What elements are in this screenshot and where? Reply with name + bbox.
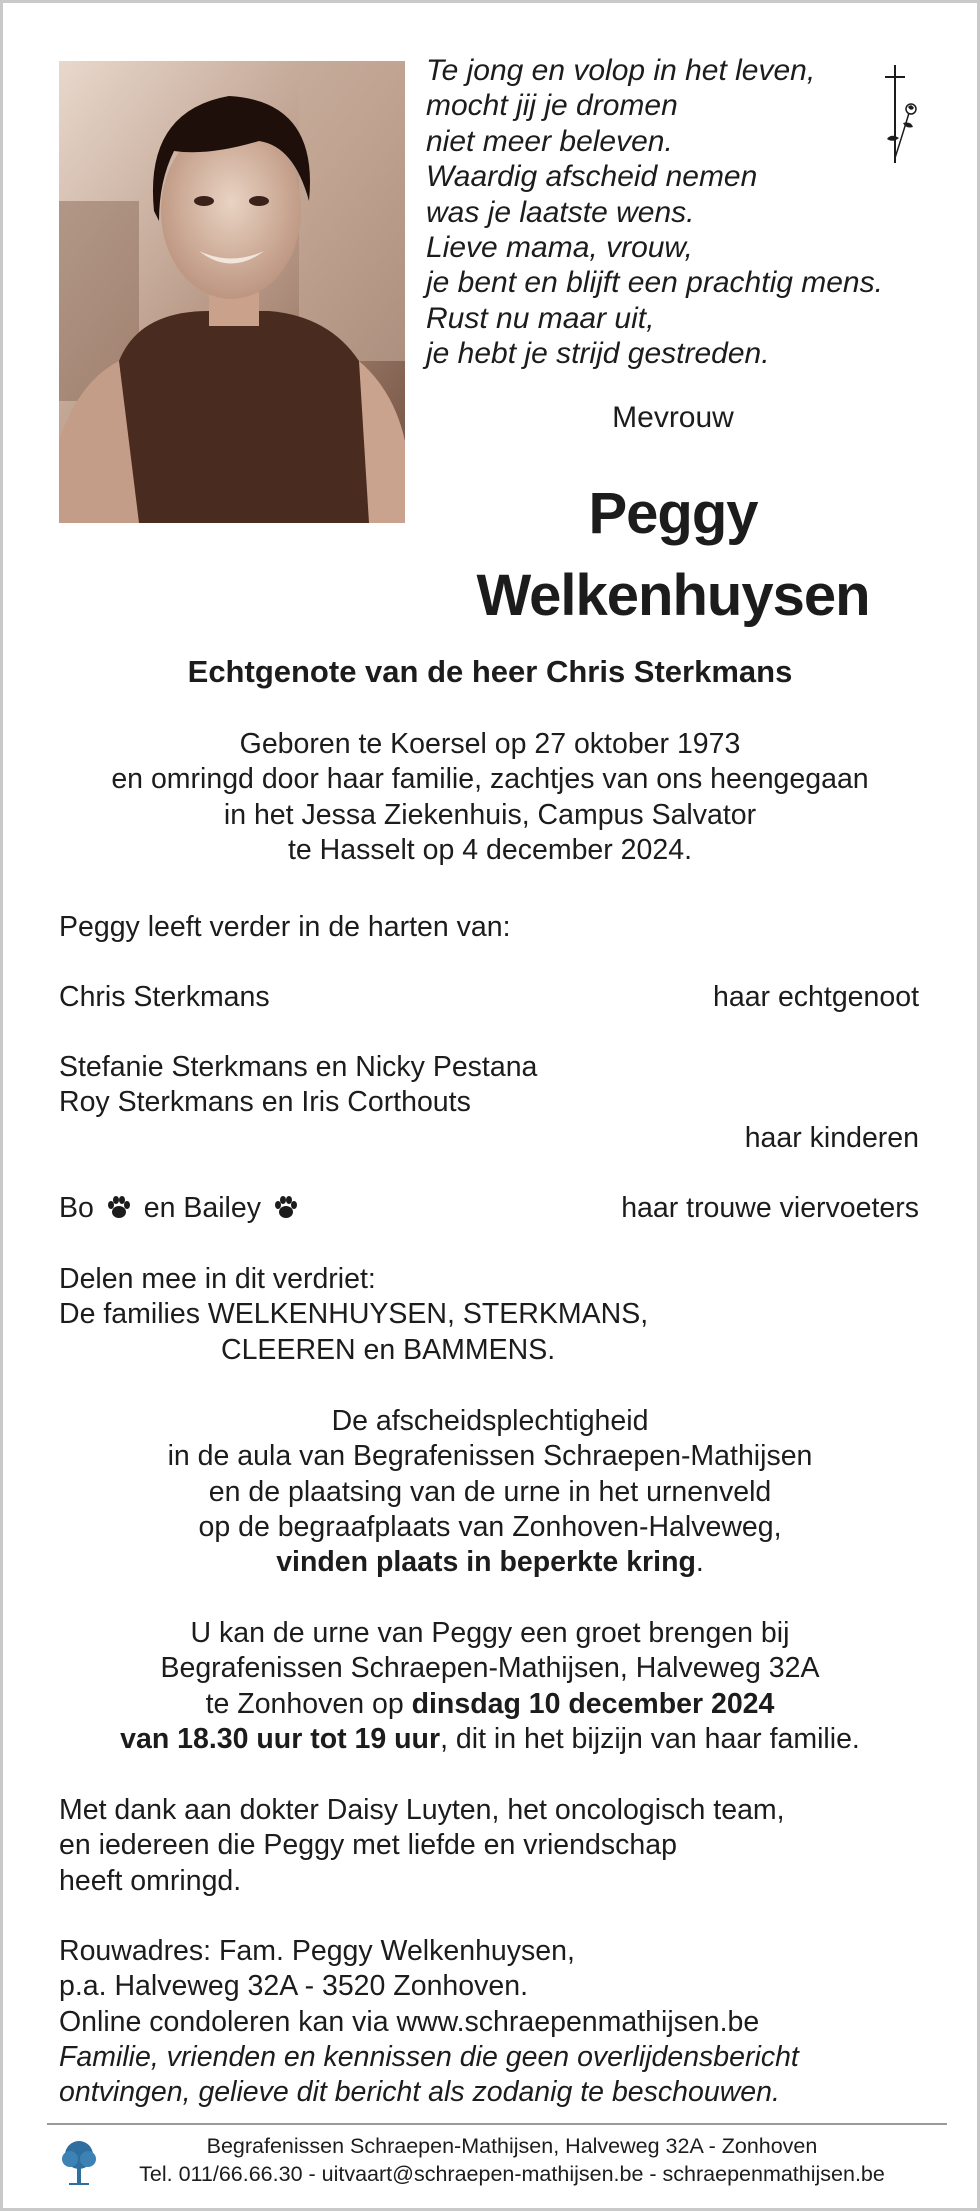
- poem-line: Te jong en volop in het leven,: [426, 54, 816, 87]
- info-line: te Hasselt op 4 december 2024.: [288, 833, 692, 866]
- thanks: [59, 1793, 785, 1899]
- visit-line: [3, 1722, 977, 1757]
- info-line: en omringd door haar familie, zachtjes van ons heengegaan: [111, 763, 869, 796]
- visit-date: dinsdag 10 december 2024: [411, 1687, 775, 1720]
- poem-line: Waardig afscheid nemen: [426, 160, 758, 194]
- poem-line: Lieve mama, vrouw,: [426, 231, 693, 265]
- pets-row: [59, 1191, 919, 1226]
- husband-name: Chris Sterkmans: [59, 981, 270, 1013]
- sharing-grief: [59, 1262, 648, 1368]
- visit-line: U kan de urne van Peggy een groet brengen bij: [190, 1617, 790, 1649]
- condolence-link: Online condoleren kan via www.schraepenmathijsen.be: [59, 2005, 760, 2038]
- children-role: haar kinderen: [744, 1122, 919, 1154]
- footer-line: Begrafenissen Schraepen-Mathijsen, Halveweg 32A - Zonhoven: [206, 2134, 818, 2158]
- visit-info: [3, 1616, 977, 1757]
- last-name: Welkenhuysen: [476, 563, 870, 628]
- poem-line: mocht jij je dromen: [426, 89, 678, 123]
- ceremony-bold: vinden plaats in beperkte kring: [276, 1546, 696, 1579]
- notice-line: Familie, vrienden en kennissen die geen overlijdensbericht: [59, 2040, 799, 2073]
- intro-text: Peggy leeft verder in de harten van:: [59, 911, 511, 943]
- footer-contact: Tel. 011/66.66.30 - uitvaart@schraepen-mathijsen.be - schraepenmathijsen.be: [139, 2162, 885, 2186]
- birth-death-info: [3, 727, 977, 868]
- ceremony-line: De afscheidsplechtigheid: [331, 1405, 649, 1437]
- poem-line: Rust nu maar uit,: [426, 301, 655, 335]
- children-list: [59, 1050, 537, 1121]
- poem-line: niet meer beleven.: [426, 124, 673, 158]
- footer-divider: [47, 2123, 947, 2125]
- visit-line: Begrafenissen Schraepen-Mathijsen, Halveweg 32A: [160, 1652, 820, 1685]
- funeral-home-footer: [103, 2132, 921, 2188]
- ceremony-line: en de plaatsing van de urne in het urnenveld: [208, 1475, 772, 1508]
- tree-logo-icon: [59, 2139, 99, 2187]
- ceremony-line: in de aula van Begrafenissen Schraepen-Mathijsen: [167, 1440, 813, 1473]
- pet-name: Bo: [59, 1192, 94, 1224]
- paw-icon: [106, 1194, 132, 1229]
- pet-name: en Bailey: [143, 1192, 261, 1224]
- child-name: Stefanie Sterkmans en Nicky Pestana: [59, 1051, 538, 1083]
- honorific: Mevrouw: [612, 401, 734, 434]
- survivors-intro: [59, 910, 511, 945]
- first-name: Peggy: [588, 481, 758, 546]
- paw-icon: [273, 1194, 299, 1229]
- poem-line: je bent en blijft een prachtig mens.: [426, 266, 883, 300]
- address-block: [59, 1934, 799, 2110]
- spouse-line: Echtgenote van de heer Chris Sterkmans: [187, 654, 793, 689]
- thanks-line: Met dank aan dokter Daisy Luyten, het oncologisch team,: [59, 1794, 785, 1826]
- sharing-line: CLEEREN en BAMMENS.: [221, 1333, 556, 1366]
- address-line: Rouwadres: Fam. Peggy Welkenhuysen,: [59, 1935, 575, 1967]
- cross-with-rose-icon: [873, 63, 923, 169]
- notice-line: ontvingen, gelieve dit bericht als zodanig te beschouwen.: [59, 2076, 780, 2109]
- thanks-line: heeft omringd.: [59, 1864, 242, 1897]
- visit-text: , dit in het bijzijn van haar familie.: [440, 1722, 860, 1755]
- husband-role: haar echtgenoot: [713, 981, 919, 1013]
- poem-line: je hebt je strijd gestreden.: [426, 337, 770, 371]
- info-line: in het Jessa Ziekenhuis, Campus Salvator: [223, 798, 757, 831]
- visit-time: van 18.30 uur tot 19 uur: [120, 1722, 441, 1755]
- husband-row: [59, 980, 919, 1015]
- ceremony-line: op de begraafplaats van Zonhoven-Halveweg,: [198, 1510, 782, 1543]
- portrait-photo: [59, 61, 405, 523]
- visit-text: te Zonhoven op: [205, 1687, 412, 1720]
- deceased-name: [425, 473, 921, 637]
- address-line: p.a. Halveweg 32A - 3520 Zonhoven.: [59, 1970, 528, 2003]
- visit-line: [3, 1687, 977, 1722]
- poem-line: was je laatste wens.: [426, 195, 695, 229]
- ceremony-line: [3, 1545, 977, 1580]
- thanks-line: en iedereen die Peggy met liefde en vriendschap: [59, 1829, 677, 1862]
- pets-role: haar trouwe viervoeters: [621, 1192, 919, 1224]
- ceremony-end: .: [695, 1546, 704, 1579]
- ceremony-info: [3, 1404, 977, 1580]
- sharing-line: Delen mee in dit verdriet:: [59, 1263, 376, 1295]
- poem: [426, 53, 906, 372]
- sharing-line: De families WELKENHUYSEN, STERKMANS,: [59, 1298, 649, 1331]
- pets-names: [59, 1191, 303, 1229]
- children-role-row: [59, 1121, 919, 1156]
- info-line: Geboren te Koersel op 27 oktober 1973: [239, 728, 741, 760]
- child-name: Roy Sterkmans en Iris Corthouts: [59, 1086, 471, 1119]
